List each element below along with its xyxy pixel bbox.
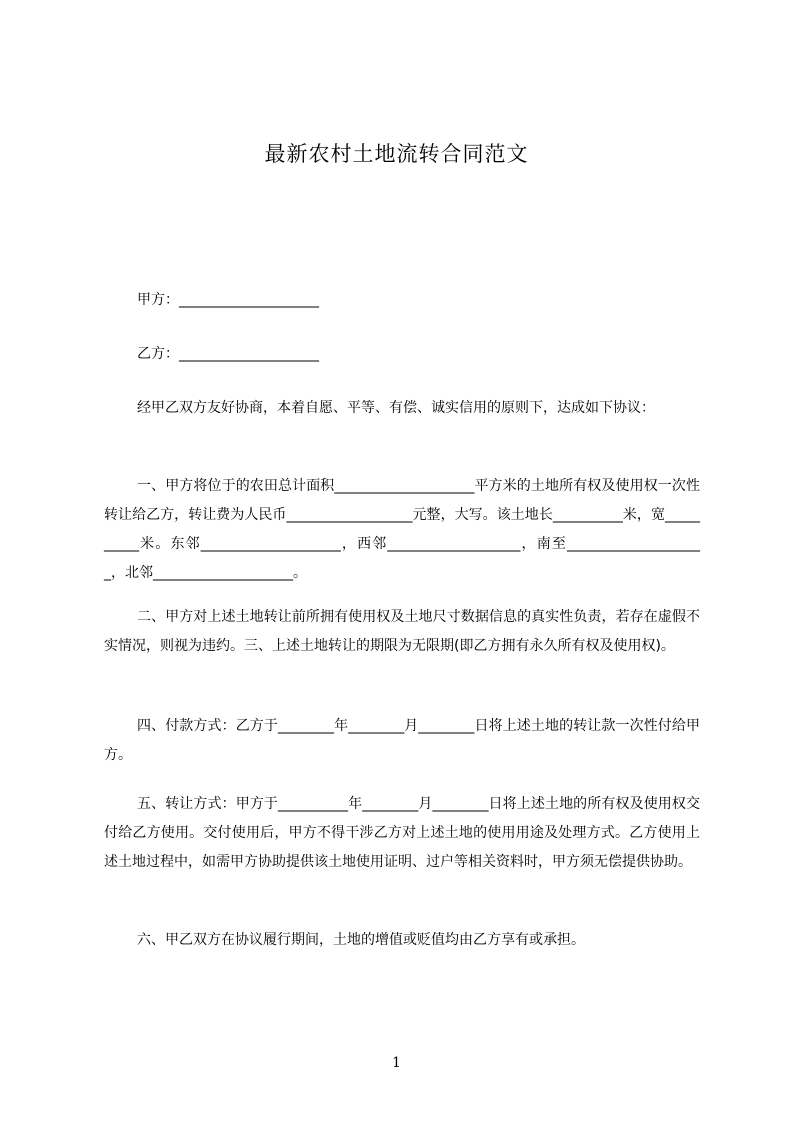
clause-2-3-paragraph: 二、甲方对上述土地转让前所拥有使用权及土地尺寸数据信息的真实性负责，若存在虚假不实情况，则视为违约。三、上述土地转让的期限为无限期(即乙方拥有永久所有权及使用权)。 (104, 609, 700, 654)
clause-4-paragraph: 四、付款方式：乙方于________年________月________日将上述土地的转让款一次性付给甲方。 (104, 718, 700, 763)
party-a-line: 甲方：____________________ (137, 292, 319, 308)
party-b-line: 乙方：____________________ (137, 346, 319, 362)
clause-5-paragraph: 五、转让方式：甲方于__________年________月________日将上述土地的所有权及使用权交付给乙方使用。交付使用后，甲方不得干涉乙方对上述土地的使用用途及处理方式。乙方使用上述土地过程中，如需甲方协助提供该土地使用证明、过户等相关资料时，甲方须无偿提供协助。 (104, 796, 700, 870)
page-number: 1 (392, 1055, 401, 1071)
intro-paragraph: 经甲乙双方友好协商，本着自愿、平等、有偿、诚实信用的原则下，达成如下协议： (137, 400, 655, 416)
clause-6-paragraph: 六、甲乙双方在协议履行期间，土地的增值或贬值均由乙方享有或承担。 (137, 932, 585, 948)
clause-1-paragraph: 一、甲方将位于的农田总计面积____________________平方米的土地所有权及使用权一次性转让给乙方，转让费为人民币__________________元整，大写。该土地长__________米，宽__________米。东邻____________________，西邻___________________，南至____________________，北邻____________________。 (104, 478, 700, 581)
document-title: 最新农村土地流转合同范文 (264, 142, 529, 166)
